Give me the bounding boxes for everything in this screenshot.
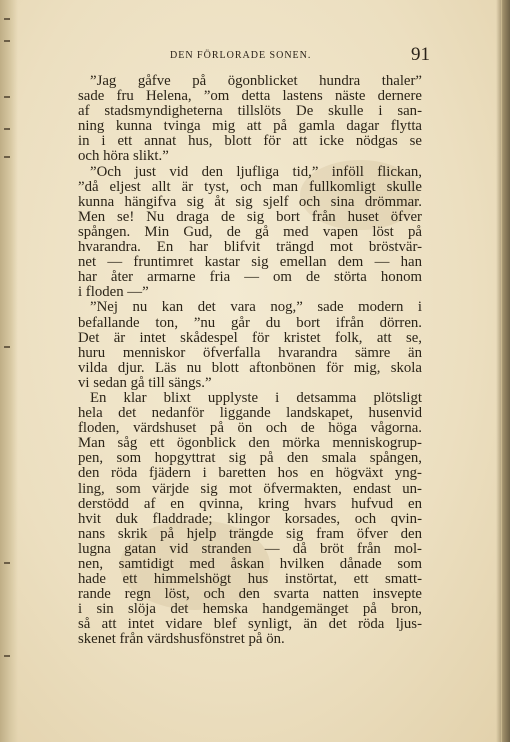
text-line: Det är intet skådespel för kristet folk, att se,	[78, 329, 422, 346]
text-line: ”Och just vid den ljufliga tid,” inföll flickan,	[90, 163, 422, 180]
binding-mark	[4, 18, 10, 20]
page-edge	[496, 0, 510, 742]
text-line: rande regn löst, och den svarta natten insvepte	[78, 586, 422, 603]
text-line: af stadsmyndigheterna tillslöts De skulle i san-	[78, 103, 422, 120]
binding-mark	[4, 346, 10, 348]
text-line: ”då eljest allt är tyst, och man fullkomligt skulle	[78, 178, 422, 195]
text-line: Man såg ett ögonblick den mörka menniskogrup-	[78, 435, 422, 452]
binding-mark	[4, 40, 10, 42]
text-line: och höra slikt.”	[78, 148, 169, 165]
text-line: ning kunna tvinga mig att på gamla dagar flytta	[78, 118, 422, 135]
page-header	[70, 44, 430, 68]
text-line: ”Jag gåfve på ögonblicket hundra thaler”	[90, 73, 422, 89]
binding-mark	[4, 96, 10, 98]
text-line: derstödd af en qvinna, kring hvars hufvud en	[78, 495, 422, 512]
text-line: vilda djur. Läs nu blott aftonbönen för mig, skola	[78, 359, 422, 376]
text-line: nen, samtidigt med åskan hvilken dånade som	[78, 556, 422, 572]
text-line: spången. Min Gud, de gå med vapen löst på	[78, 223, 422, 240]
text-line: så att intet vidare blef synligt, än det röda ljus-	[78, 616, 422, 633]
text-line: pen, som hopgyttrat sig på den smala spången,	[78, 450, 422, 467]
page-number: 91	[411, 44, 430, 65]
body-text	[78, 74, 422, 648]
running-head: DEN FÖRLORADE SONEN.	[170, 50, 312, 61]
text-line: net — fruntimret kastar sig emellan dem — han	[78, 254, 422, 271]
text-line: huru menniskor öfverfalla hvarandra sämre än	[78, 344, 422, 361]
text-line: lugna gatan vid stranden — då bröt från mol-	[78, 540, 422, 557]
text-line: hvarandra. En har blifvit trängd mot bröstvär-	[78, 239, 422, 256]
text-line: i sin slöja det hemska handgemänget på bron,	[78, 601, 422, 618]
text-line: floden, värdshuset på ön och de höga vågorna.	[78, 420, 422, 437]
text-line: den röda fjädern i baretten hos en högväxt yng-	[78, 465, 422, 482]
binding-mark	[4, 128, 10, 130]
text-line: in i ett annat hus, blott för att icke nödgas se	[78, 133, 422, 150]
text-line: har åter armarne fria — om de störta honom	[78, 269, 422, 286]
text-line: kunna hängifva sig åt sig sjelf och sina drömmar.	[78, 193, 422, 210]
page-gutter	[0, 0, 18, 742]
text-line: hade ett himmelshögt hus instörtat, ett smatt-	[78, 571, 422, 588]
binding-mark	[4, 562, 10, 564]
text-line: ”Nej nu kan det vara nog,” sade modern i	[90, 299, 422, 316]
text-line: En klar blixt upplyste i detsamma plötsligt	[90, 389, 422, 406]
text-line: sade fru Helena, ”om detta lastens näste dernere	[78, 88, 422, 105]
text-line: hela det nedanför liggande landskapet, husenvid	[78, 405, 422, 422]
binding-mark	[4, 156, 10, 158]
text-line: Men se! Nu draga de sig bort från huset öfver	[78, 208, 422, 225]
text-line: nans skrik på hjelp trängde sig fram öfver den	[78, 525, 422, 542]
text-line: ling, som värjde sig mot öfvermakten, endast un-	[78, 480, 422, 497]
text-line: i floden —”	[78, 284, 149, 301]
text-line: vi sedan gå till sängs.”	[78, 374, 212, 391]
text-line: skenet från värdshusfönstret på ön.	[78, 631, 285, 648]
text-line: hvit duk fladdrade; klingor korsades, och qvin-	[78, 510, 422, 527]
text-line: befallande ton, ”nu går du bort ifrån dörren.	[78, 314, 422, 331]
binding-mark	[4, 655, 10, 657]
